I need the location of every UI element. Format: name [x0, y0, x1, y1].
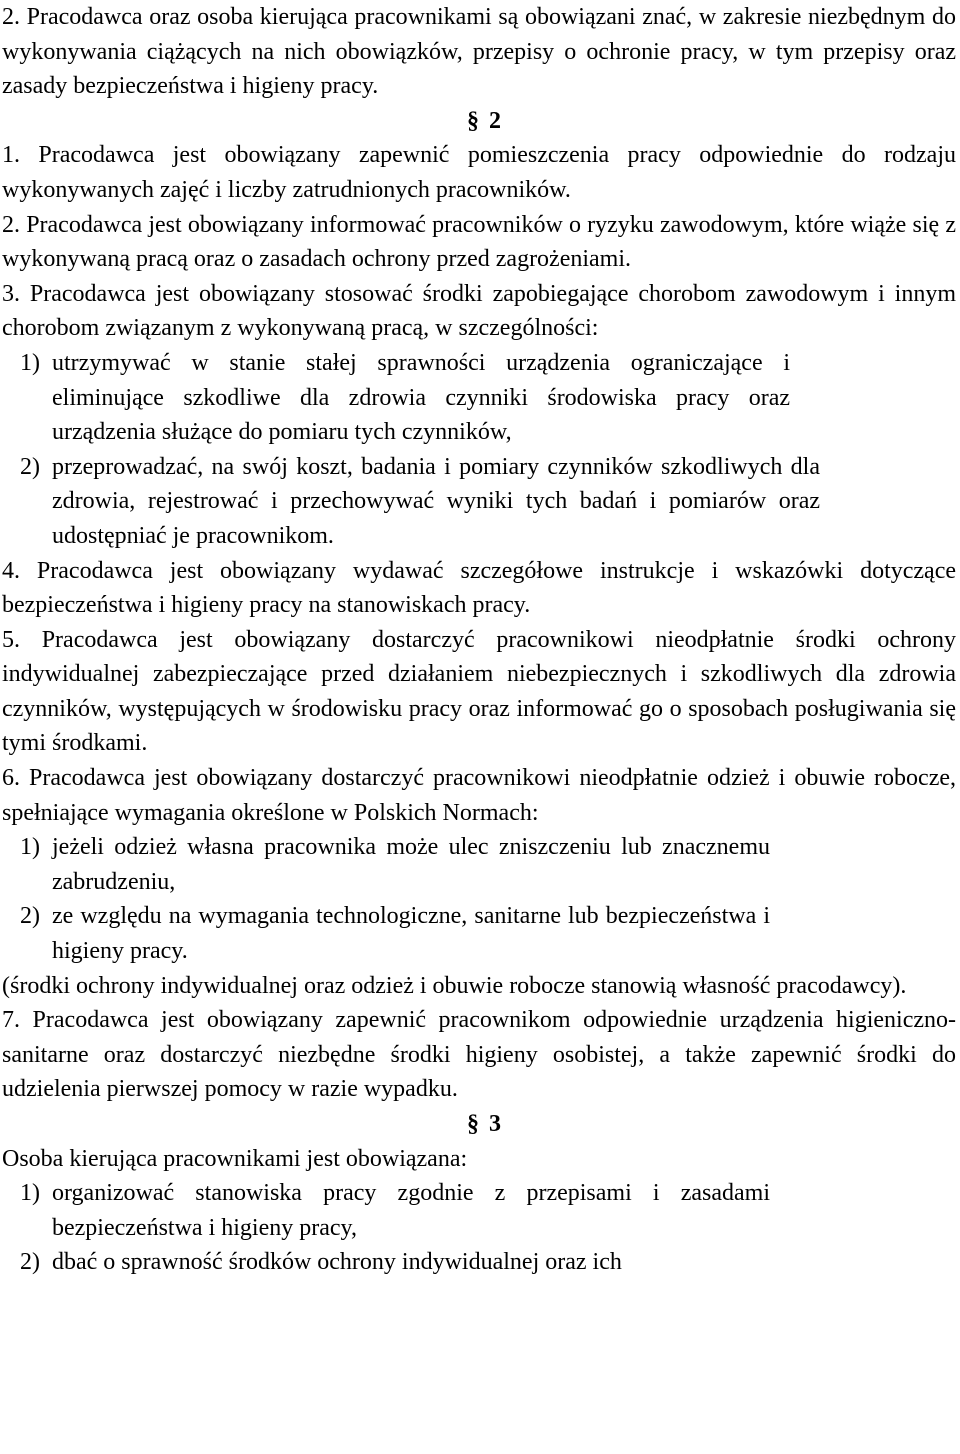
paragraph-s2-7: 7. Pracodawca jest obowiązany zapewnić pracownikom odpowiednie urządzenia higieniczno-sanitarne oraz dostarczyć niezbędne środki higieny osobistej, a także zapewnić środki do udzielenia pierwszej pomocy w razie wypadku. — [2, 1007, 956, 1103]
list-item-number: 2) — [20, 453, 40, 480]
paragraph-s3-intro: Osoba kierująca pracownikami jest obowiązana: — [2, 1145, 468, 1172]
paragraph-2: 2. Pracodawca oraz osoba kierująca pracownikami są obowiązani znać, w zakresie niezbędnym do wykonywania ciążących na nich obowiązków, przepisy o ochronie pracy, w tym przepisy oraz zasady bezpieczeństwa i higieny pracy. — [2, 4, 956, 100]
section-number: 2 — [489, 107, 501, 134]
paragraph-s2-2: 2. Pracodawca jest obowiązany informować pracowników o ryzyku zawodowym, które wiąże się z wykonywaną pracą oraz o zasadach ochrony przed zagrożeniami. — [2, 211, 956, 273]
list-item-text: organizować stanowiska pracy zgodnie z przepisami i zasadami bezpieczeństwa i higieny pracy, — [52, 1180, 770, 1241]
list-item-text: przeprowadzać, na swój koszt, badania i pomiary czynników szkodliwych dla zdrowia, rejestrować i przechowywać wyniki tych badań i pomiarów oraz udostępniać je pracownikom. — [52, 453, 820, 549]
list-item — [0, 899, 960, 968]
paragraph-s2-6: 6. Pracodawca jest obowiązany dostarczyć pracownikowi nieodpłatnie odzież i obuwie robocze, spełniające wymagania określone w Polskich Normach: — [2, 765, 956, 826]
list-item-text: jeżeli odzież własna pracownika może ulec zniszczeniu lub znacznemu zabrudzeniu, — [52, 834, 770, 895]
paragraph-s2-5: 5. Pracodawca jest obowiązany dostarczyć pracownikowi nieodpłatnie środki ochrony indywidualnej zabezpieczające przed działaniem niebezpiecznych i szkodliwych dla zdrowia czynników, występujących w środowisku pracy oraz informować go o sposobach posługiwania się tymi środkami. — [2, 626, 956, 757]
paragraph-s2-6-note: (środki ochrony indywidualnej oraz odzież i obuwie robocze stanowią własność pracodawcy). — [2, 972, 907, 999]
list-item-number: 1) — [20, 834, 40, 861]
section-symbol: § — [467, 1111, 479, 1137]
list-item-number: 2) — [20, 903, 40, 930]
list-item — [0, 1245, 960, 1280]
list-item — [0, 450, 960, 554]
section-heading-3 — [0, 1107, 960, 1142]
paragraph-s2-4: 4. Pracodawca jest obowiązany wydawać szczegółowe instrukcje i wskazówki dotyczące bezpieczeństwa i higieny pracy na stanowiskach pracy. — [2, 557, 956, 619]
section-number: 3 — [489, 1111, 501, 1137]
list-item-text: dbać o sprawność środków ochrony indywidualnej oraz ich — [52, 1249, 622, 1276]
paragraph-s2-1: 1. Pracodawca jest obowiązany zapewnić pomieszczenia pracy odpowiednie do rodzaju wykonywanych zajęć i liczby zatrudnionych pracowników. — [2, 142, 956, 203]
section-heading-2 — [0, 104, 960, 139]
list-item-text: ze względu na wymagania technologiczne, sanitarne lub bezpieczeństwa i higieny pracy. — [52, 903, 770, 965]
list-item-text: utrzymywać w stanie stałej sprawności urządzenia ograniczające i eliminujące szkodliwe dla zdrowia czynniki środowiska pracy oraz urządzenia służące do pomiaru tych czynników, — [52, 349, 790, 446]
list-item — [0, 346, 960, 450]
list-item — [0, 830, 960, 899]
list-item-number: 2) — [20, 1249, 40, 1276]
list-item — [0, 1176, 960, 1245]
list-item-number: 1) — [20, 1180, 40, 1207]
paragraph-s2-3: 3. Pracodawca jest obowiązany stosować środki zapobiegające chorobom zawodowym i innym chorobom związanym z wykonywaną pracą, w szczególności: — [2, 280, 956, 342]
list-item-number: 1) — [20, 349, 40, 376]
section-symbol: § — [467, 107, 479, 134]
